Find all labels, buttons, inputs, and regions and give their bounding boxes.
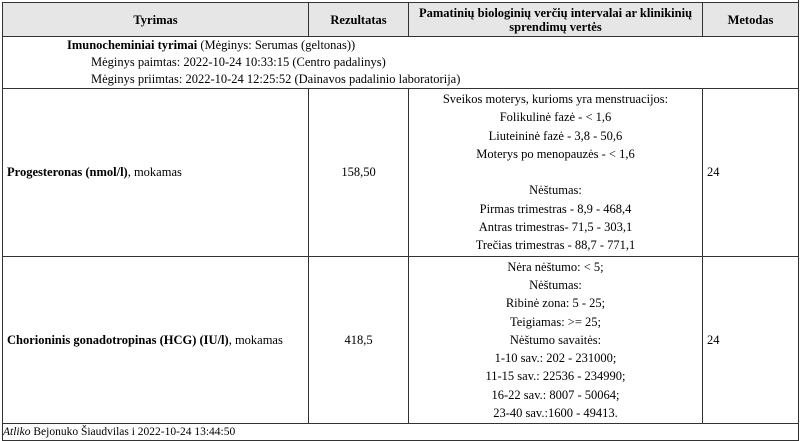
reference-line: 16-22 sav.: 8007 - 50064; [491, 387, 620, 402]
header-method: Metodas [703, 3, 799, 37]
table-row [3, 256, 799, 424]
reference-line: Moterys po menopauzės - < 1,6 [476, 146, 635, 161]
footer-cell [3, 424, 799, 441]
reference-line: Folikulinė fazė - < 1,6 [499, 110, 612, 125]
section-row [3, 37, 799, 89]
method-value: 24 [703, 89, 799, 257]
reference-line: Trečias trimestras - 88,7 - 771,1 [475, 238, 636, 253]
reference-line: Ribinė zona: 5 - 25; [505, 296, 606, 311]
reference-line: Nėštumas: [529, 277, 582, 292]
footer-row [3, 424, 799, 441]
reference-line: 23-40 sav.:1600 - 49413. [493, 406, 618, 421]
reference-cell [409, 256, 703, 424]
reference-line: 11-15 sav.: 22536 - 234990; [485, 369, 626, 384]
result-value: 418,5 [309, 256, 409, 424]
table-row [3, 89, 799, 257]
table-header-row [3, 3, 799, 37]
test-name: Progesteronas (nmol/l) [7, 164, 128, 179]
results-table [2, 2, 799, 441]
reference-cell [409, 89, 703, 257]
reference-line [409, 163, 702, 181]
method-value: 24 [703, 256, 799, 424]
header-test: Tyrimas [3, 3, 309, 37]
sample-received: Mėginys priimtas: 2022-10-24 12:25:52 (Dainavos padalinio laboratorija) [91, 72, 461, 86]
test-name-cell [3, 89, 309, 257]
section-sample-type: (Mėginys: Serumas (geltonas)) [197, 38, 356, 52]
reference-line: Nėštumas: [529, 183, 582, 198]
test-name: Chorioninis gonadotropinas (HCG) (IU/l) [7, 332, 229, 347]
footer-label: Atliko [3, 426, 31, 439]
result-value: 158,50 [309, 89, 409, 257]
reference-line: Nėštumo savaitės: [509, 332, 602, 347]
reference-line: Liuteininė fazė - 3,8 - 50,6 [488, 128, 623, 143]
window-edge [798, 0, 799, 413]
test-name-suffix: , mokamas [228, 332, 283, 347]
reference-line: Antras trimestras- 71,5 - 303,1 [478, 220, 633, 235]
reference-line: Pirmas trimestras - 8,9 - 468,4 [479, 201, 632, 216]
reference-line: Sveikos moterys, kurioms yra menstruacijos: [442, 92, 669, 106]
header-result: Rezultatas [309, 3, 409, 37]
section-title-line [3, 37, 798, 54]
reference-line: 1-10 sav.: 202 - 231000; [494, 351, 617, 366]
test-name-cell [3, 256, 309, 424]
section-info [3, 37, 799, 89]
reference-line: Teigiamas: >= 25; [510, 314, 601, 329]
footer-text: Bejonuko Šiaudvilas i 2022-10-24 13:44:50 [30, 426, 236, 439]
header-reference: Pamatinių biologinių verčių intervalai ar klinikinių sprendimų vertės [409, 3, 703, 37]
reference-line: Nėra nėštumo: < 5; [507, 259, 604, 274]
sample-taken: Mėginys paimtas: 2022-10-24 10:33:15 (Centro padalinys) [91, 55, 386, 69]
section-title: Imunocheminiai tyrimai [67, 38, 198, 52]
test-name-suffix: , mokamas [127, 164, 182, 179]
